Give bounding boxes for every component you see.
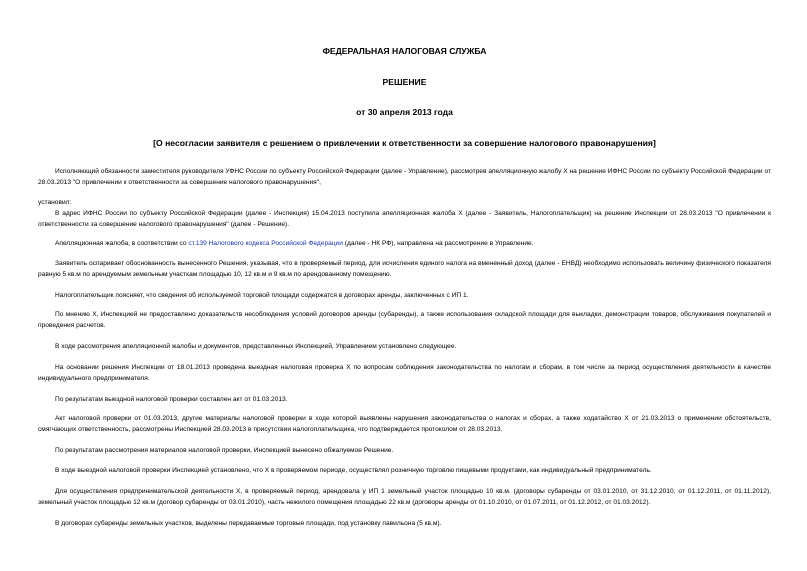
paragraph-audit-basis: На основании решения Инспекции от 18.01.2013 проведена выездная налоговая проверка Х по вопросам соблюдения законодательства по налогам и сборам, в том числе за период осуществления деятельности в качестве индивидуального предпринимателя. bbox=[38, 364, 771, 382]
paragraph-audit-review: Акт налоговой проверки от 01.03.2013, другие материалы налоговой проверки в ходе которой выявлены нарушения законодательства о налогах и сборах, а также ходатайство Х от 21.03.2013 о применении обстоятельств, смягчающих ответственность, рассмотрены Инспекцией 28.03.2013 в присутствии налогоплательщика, что подтверждается протоколом от 28.03.2013. bbox=[38, 415, 771, 433]
established-label: установил: bbox=[38, 199, 72, 206]
paragraph-audit-act: По результатам выездной налоговой проверки составлен акт от 01.03.2013. bbox=[55, 396, 288, 403]
paragraph-applicant-argument: Заявитель оспаривает обоснованность вынесенного Решения, указывая, что в проверяемый период, для исчисления единого налога на вмененный доход (далее - ЕНВД) необходимо использовать величину физического показателя равную 5 кв.м по арендуемым земельным участкам площадью 10, 12 кв.м и 9 кв.м по арендованному помещению. bbox=[38, 260, 771, 278]
paragraph-applicant-opinion: По мнению Х, Инспекцией не предоставлено доказательств несоблюдения условий договоров аренды (субаренды), а также использования складской площади для выкладки, демонстрации товаров, обслуживания покупателей и проведения расчетов. bbox=[38, 311, 771, 329]
paragraph-taxpayer-explanation: Налогоплательщик поясняет, что сведения об используемой торговой площади содержатся в договорах аренды, заключенных с ИП 1. bbox=[55, 292, 469, 299]
document-date: от 30 апреля 2013 года bbox=[356, 107, 453, 117]
agency-title: ФЕДЕРАЛЬНАЯ НАЛОГОВАЯ СЛУЖБА bbox=[322, 46, 487, 56]
paragraph-intro: Исполняющий обязанности заместителя руководителя УФНС России по субъекту Российской Федерации (далее - Управление), рассмотрев апелляционную жалобу Х на решение ИФНС России по субъекту Российской Федерации от 28.03.2013 "О привлечении к ответственности за совершение налогового правонарушения", bbox=[38, 168, 771, 186]
paragraph-text: (далее - НК РФ), направлена на рассмотрение в Управление. bbox=[342, 240, 534, 247]
paragraph-retail-finding: В ходе выездной налоговой проверки Инспекцией установлено, что Х в проверяемом периоде, осуществлял розничную торговлю пищевыми продуктами, как индивидуальный предприниматель. bbox=[55, 467, 652, 474]
tax-code-link[interactable]: ст.139 Налогового кодекса Российской Федерации bbox=[188, 240, 343, 247]
paragraph-complaint-forwarded bbox=[38, 238, 771, 249]
paragraph-decision: По результатам рассмотрения материалов налоговой проверки, Инспекцией вынесено обжалуемое Решение. bbox=[55, 447, 394, 454]
document-type: РЕШЕНИЕ bbox=[382, 77, 427, 87]
paragraph-sublease-areas: В договорах субаренды земельных участков, выделены передаваемые торговые площади, под установку павильона (5 кв.м). bbox=[55, 520, 442, 527]
paragraph-review: В ходе рассмотрения апелляционной жалобы и документов, представленных Инспекцией, Управлением установлено следующее. bbox=[55, 343, 457, 350]
paragraph-complaint-received: В адрес ИФНС России по субъекту Российской Федерации (далее - Инспекция) 15.04.2013 поступила апелляционная жалоба Х (далее - Заявитель, Налогоплательщик) на решение Инспекции от 28.03.2013 "О привлечении к ответственности за совершение налогового правонарушения" (далее - Решение). bbox=[38, 210, 771, 228]
paragraph-text: Апелляционная жалоба, в соответствии со bbox=[55, 240, 189, 247]
document-subject: [О несогласии заявителя с решением о привлечении к ответственности за совершение налогового правонарушения] bbox=[153, 138, 656, 148]
paragraph-lease-details: Для осуществления предпринимательской деятельности Х, в проверяемый период, арендовала у ИП 1 земельный участок площадью 10 кв.м. (договоры субаренды от 03.01.2010, от 31.12.2010, от 01.12.2011, от 01.11.2012), земельный участок площадью 12 кв.м (договор субаренды от 03.01.2010), часть нежилого помещения площадью 22 кв.м (договоры аренды от 01.10.2010, от 01.07.2011, от 01.12.2012, от 01.03.2012). bbox=[38, 488, 771, 506]
